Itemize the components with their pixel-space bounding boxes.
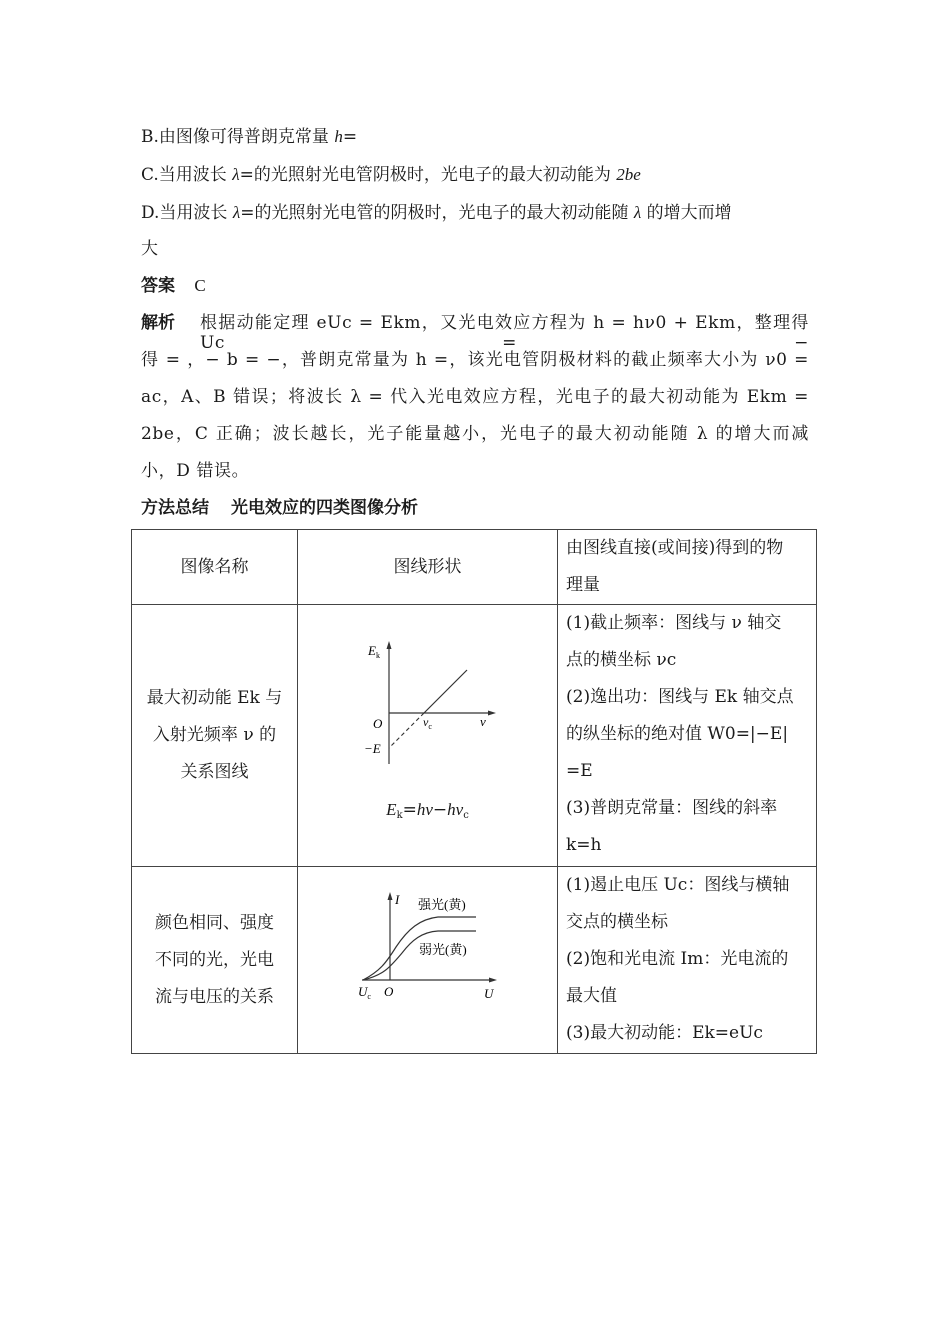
uc-label: $U_c$ <box>358 984 371 1001</box>
analysis-line-3: ac，A、B 错误；将波长 λ = 代入光电效应方程，光电子的最大初动能为 Ekm = <box>141 387 809 407</box>
nu-c-label: $\nu_c$ <box>423 715 432 731</box>
row1-graph <box>298 605 558 867</box>
y-axis-label: $E_k$ <box>368 643 380 660</box>
table-row <box>132 867 817 1054</box>
neg-e-label: −E <box>364 741 381 756</box>
row2-info-line: (3)最大初动能：Ek=eUc <box>566 1023 763 1043</box>
row1-info-line: =E <box>566 761 593 781</box>
origin-label: O <box>384 984 394 999</box>
option-d-text: D.当用波长 <box>141 203 233 223</box>
option-d <box>141 203 732 223</box>
row2-name-line: 颜色相同、强度 <box>155 912 274 933</box>
option-d-wrap: 大 <box>141 239 158 259</box>
header-graph-shape: 图线形状 <box>298 530 558 605</box>
option-c-text: C.当用波长 <box>141 165 233 185</box>
lambda-symbol: λ <box>232 203 241 222</box>
row1-info-line: 点的横坐标 νc <box>566 650 677 670</box>
ek-frequency-graph <box>298 605 557 866</box>
header-line-1: 由图线直接(或间接)得到的物 <box>566 538 784 558</box>
option-b-text: B.由图像可得普朗克常量 <box>141 127 335 147</box>
row1-info-line: 的纵坐标的绝对值 W0=|−E| <box>566 724 789 744</box>
option-c <box>141 165 641 185</box>
row1-name <box>132 605 298 867</box>
table-row <box>132 605 817 867</box>
row2-info <box>558 867 817 1054</box>
x-axis-label: ν <box>480 714 486 729</box>
row2-name-line: 不同的光，光电 <box>155 949 274 970</box>
y-axis-arrow-icon <box>387 641 392 649</box>
analysis-line-1: 根据动能定理 eUc = Ekm，又光电效应方程为 h = hν0 + Ekm，整理得 Uc = − <box>200 313 809 353</box>
current-voltage-graph <box>298 867 557 1053</box>
u-axis-arrow-icon <box>489 978 497 983</box>
planck-symbol: h <box>334 127 343 146</box>
row1-info-line: k=h <box>566 835 602 855</box>
row1-name-line: 关系图线 <box>180 762 249 782</box>
header-physical-quantity <box>558 530 817 605</box>
row2-name <box>132 867 298 1054</box>
lambda-symbol: λ <box>232 165 240 184</box>
header-line-2: 理量 <box>566 575 600 595</box>
option-c-value: 2be <box>616 165 641 184</box>
lambda-symbol: λ <box>633 203 642 222</box>
x-axis-arrow-icon <box>488 711 496 716</box>
answer-line <box>141 276 206 296</box>
row2-info-line: (1)遏止电压 Uc：图线与横轴 <box>566 875 790 895</box>
analysis-line-4: 2be，C 正确；波长越长，光子能量越小，光电子的最大初动能随 λ 的增大而减 <box>141 424 809 444</box>
option-b-suffix: = <box>342 127 358 147</box>
analysis-label: 解析 <box>141 313 175 333</box>
i-axis-label: I <box>395 892 400 907</box>
summary-label: 方法总结 <box>141 498 209 518</box>
row1-formula: $E_k=h\nu-h\nu_c$ <box>386 800 469 821</box>
analysis-line-2: 得 = ，− b = −，普朗克常量为 h =，该光电管阴极材料的截止频率大小为 ν0 = <box>141 350 809 370</box>
row1-info-line: (3)普朗克常量：图线的斜率 <box>566 798 778 818</box>
strong-light-label: 强光(黄) <box>418 897 466 912</box>
analysis-line-5: 小，D 错误。 <box>141 461 250 481</box>
summary-heading <box>141 498 418 518</box>
analysis-label-line <box>141 313 175 333</box>
row1-name-line: 最大初动能 Ek 与 <box>146 688 283 708</box>
row1-info-line: (1)截止频率：图线与 ν 轴交 <box>566 613 782 633</box>
row1-info <box>558 605 817 867</box>
answer-label: 答案 <box>141 276 175 296</box>
u-axis-label: U <box>484 986 494 1001</box>
summary-title: 光电效应的四类图像分析 <box>231 498 418 518</box>
option-c-mid: =的光照射光电管阴极时，光电子的最大初动能为 <box>239 165 617 185</box>
weak-light-label: 弱光(黄) <box>419 942 467 957</box>
row2-graph <box>298 867 558 1054</box>
row2-info-line: 交点的横坐标 <box>566 912 668 932</box>
header-graph-name: 图像名称 <box>132 530 298 605</box>
i-axis-arrow-icon <box>388 892 393 900</box>
option-b <box>141 127 357 147</box>
graph-analysis-table <box>131 529 817 1054</box>
table-header-row <box>132 530 817 605</box>
row1-name-line: 入射光频率 ν 的 <box>152 725 277 745</box>
answer-value: C <box>194 276 206 295</box>
origin-label: O <box>373 716 383 731</box>
row1-info-line: (2)逸出功：图线与 Ek 轴交点 <box>566 687 794 707</box>
row2-info-line: (2)饱和光电流 Im：光电流的 <box>566 949 789 969</box>
option-d-suffix: 的增大而增 <box>641 203 732 223</box>
option-d-mid: =的光照射光电管的阴极时，光电子的最大初动能随 <box>240 203 634 223</box>
ek-line <box>424 670 467 713</box>
ek-line-extension <box>389 713 424 748</box>
row2-name-line: 流与电压的关系 <box>155 986 274 1007</box>
row2-info-line: 最大值 <box>566 986 617 1006</box>
